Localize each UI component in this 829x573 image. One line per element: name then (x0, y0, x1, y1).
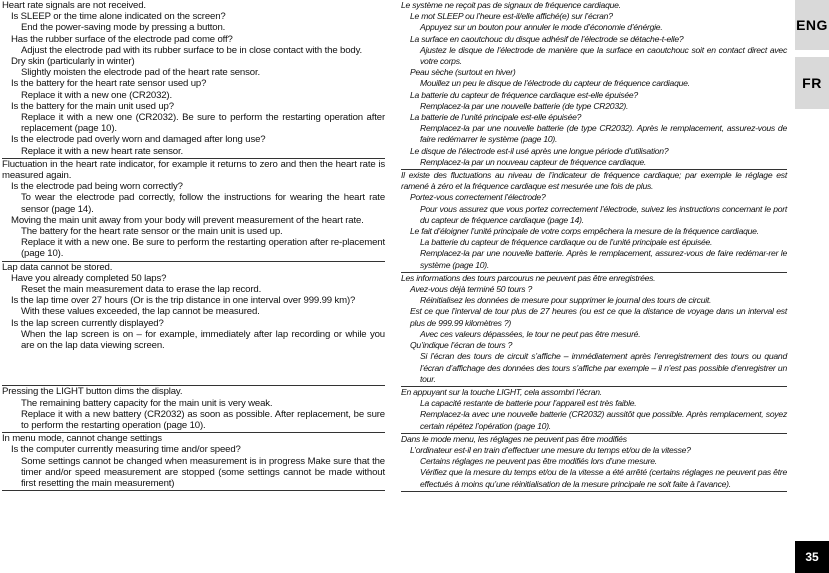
remedy-text: Vérifiez que la mesure du temps et/ou de la vitesse a été arrêté (certains réglages ne peuvent pas être effectués à moins qu’une réinitialisation de la mesure principale ne soit faite à l’avance). (420, 467, 787, 489)
check-question: Moving the main unit away from your body will prevent measurement of the heart rate. (11, 214, 364, 226)
problem-heading: Heart rate signals are not received. (2, 0, 146, 11)
page-number: 35 (795, 541, 829, 573)
check-question: Is the lap time over 27 hours (Or is the trip distance in one interval over 999.99 km)? (11, 295, 356, 307)
check-question: Portez-vous correctement l’électrode? (410, 192, 546, 203)
remedy-text: Avec ces valeurs dépassées, le tour ne peut pas être mesuré. (420, 328, 641, 339)
problem-heading: En appuyant sur la touche LIGHT, cela assombri l’écran. (401, 386, 602, 397)
remedy-text: Replace it with a new one (CR2032). (21, 89, 172, 101)
remedy-text: Replace it with a new battery (CR2032) as soon as possible. After replacement, be sure to perform the restarting operation (page 10). (21, 408, 385, 431)
check-question: Le fait d’éloigner l’unité principale de votre corps empêchera la mesure de la fréquence cardiaque. (410, 226, 759, 237)
check-question: Is the electrode pad overly worn and damaged after long use? (11, 134, 266, 146)
remedy-text: When the lap screen is on – for example, immediately after lap recording or while you are on the lap data viewing screen. (21, 328, 385, 352)
problem-heading: In menu mode, cannot change settings (2, 433, 162, 445)
remedy-text: Remplacez-la par une nouvelle batterie (de type CR2032). (420, 100, 629, 111)
language-tab-fr[interactable]: FR (795, 57, 829, 109)
check-question: Dry skin (particularly in winter) (11, 56, 135, 68)
remedy-text: Appuyez sur un bouton pour annuler le mode d’économie d’énérgie. (420, 22, 663, 33)
remedy-text: Reset the main measurement data to erase the lap record. (21, 284, 262, 296)
troubleshooting-section (401, 273, 787, 387)
problem-heading: Fluctuation in the heart rate indicator, for example it returns to zero and then the heart rate is measured again. (2, 158, 385, 182)
check-question: La surface en caoutchouc du disque adhésif de l’électrode se détache-t-elle? (410, 33, 684, 44)
remedy-text: Remplacez-la par une nouvelle batterie. Après le remplacement, assurez-vous de faire redémar-rer le système (page 10). (420, 248, 787, 270)
remedy-text: La capacité restante de batterie pour l’appareil est très faible. (420, 398, 637, 409)
check-question: Has the rubber surface of the electrode pad come off? (11, 33, 233, 45)
remedy-text: Slightly moisten the electrode pad of the heart rate sensor. (21, 67, 260, 79)
remedy-text: With these values exceeded, the lap cannot be measured. (21, 306, 260, 318)
remedy-text: Adjust the electrode pad with its rubber surface to be in close contact with the body. (21, 44, 363, 56)
remedy-text: Si l’écran des tours de circuit s’affiche – immédiatement après l’enregistrement des tours ou quand l’écran d’affichage des données des tours s’affiche par exemple – il n’est pas possible d’enregistrer un tour. (420, 351, 787, 384)
remedy-text: Réinitialisez les données de mesure pour supprimer le journal des tours de circuit. (420, 295, 712, 306)
english-column (2, 0, 385, 491)
remedy-text: End the power-saving mode by pressing a button. (21, 22, 226, 34)
remedy-text: Ajustez le disque de l’électrode de manière que la surface en caoutchouc soit en contact direct avec votre corps. (420, 44, 787, 67)
problem-heading: Les informations des tours parcourus ne peuvent pas être enregistrées. (401, 272, 656, 283)
check-question: Have you already completed 50 laps? (11, 272, 167, 284)
check-question: La batterie de l’unité principale est-elle épuisée? (410, 112, 582, 123)
check-question: Qu’indique l’écran de tours ? (410, 340, 513, 351)
troubleshooting-section (2, 159, 385, 262)
remedy-text: La batterie du capteur de fréquence cardiaque ou de l’unité principale est épuisée. (420, 237, 713, 248)
troubleshooting-section (401, 434, 787, 492)
remedy-text: Remplacez-la par une nouvelle batterie (de type CR2032). Après le remplacement, assurez-vous de faire redémarrer le système (page 10). (420, 123, 787, 145)
remedy-text: Certains réglages ne peuvent pas être modifiés lors d’une mesure. (420, 456, 657, 467)
problem-heading: Lap data cannot be stored. (2, 261, 113, 273)
check-question: Le disque de l’électrode est-il usé après une longue période d’utilisation? (410, 145, 669, 156)
troubleshooting-section (2, 262, 385, 387)
check-question: Peau sèche (surtout en hiver) (410, 67, 516, 78)
problem-heading: Dans le mode menu, les réglages ne peuvent pas être modifiés (401, 433, 627, 444)
check-question: Is the computer currently measuring time and/or speed? (11, 444, 241, 456)
problem-heading: Pressing the LIGHT button dims the display. (2, 386, 183, 398)
remedy-text: Remplacez-la avec une nouvelle batterie (CR2032) aussitôt que possible. Après remplacement, soyez certain répétez l’opération (page 10). (420, 409, 787, 431)
remedy-text: Replace it with a new heart rate sensor. (21, 145, 183, 157)
remedy-text: The remaining battery capacity for the main unit is very weak. (21, 397, 273, 409)
check-question: Is the electrode pad being worn correctly? (11, 181, 183, 193)
language-tab-eng[interactable]: ENG (795, 0, 829, 50)
remedy-text: The battery for the heart rate sensor or the main unit is used up. (21, 226, 283, 238)
problem-heading: Il existe des fluctuations au niveau de l’indicateur de fréquence cardiaque; par exemple le réglage est ramené à zéro et la fréquence cardiaque est mesurée une fois de plus. (401, 170, 787, 192)
check-question: Le mot SLEEP ou l’heure est-il/elle affiché(e) sur l’écran? (410, 11, 613, 22)
remedy-text: To wear the electrode pad correctly, follow the instructions for wearing the heart rate sensor (page 14). (21, 192, 385, 215)
troubleshooting-section (2, 386, 385, 433)
problem-heading: Le système ne reçoit pas de signaux de fréquence cardiaque. (401, 0, 621, 10)
remedy-text: Replace it with a new one (CR2032). Be sure to perform the restarting operation after replacement (page 10). (21, 112, 385, 135)
check-question: Is SLEEP or the time alone indicated on the screen? (11, 11, 226, 23)
spacer (2, 351, 385, 384)
check-question: L’ordinateur est-il en train d’effectuer une mesure du temps et/ou de la vitesse? (410, 444, 691, 455)
check-question: Est ce que l’interval de tour plus de 27 heures (ou est ce que la distance de voyage dans un interval est plus de 999.99 kilomètres ?) (410, 306, 787, 328)
troubleshooting-section (2, 0, 385, 159)
check-question: Avez-vous déjà terminé 50 tours ? (410, 284, 532, 295)
remedy-text: Remplacez-la par un nouveau capteur de fréquence cardiaque. (420, 156, 647, 167)
check-question: Is the battery for the main unit used up? (11, 100, 174, 112)
remedy-text: Mouillez un peu le disque de l’électrode du capteur de fréquence cardiaque. (420, 78, 690, 89)
troubleshooting-section (2, 433, 385, 491)
check-question: Is the battery for the heart rate sensor used up? (11, 78, 207, 90)
remedy-text: Replace it with a new one. Be sure to perform the restarting operation after re-placement (page 10). (21, 237, 385, 260)
remedy-text: Pour vous assurez que vous portez correctement l’électrode, suivez les instructions concernant le port du capteur de fréquence cardiaque (page 14). (420, 203, 787, 225)
troubleshooting-section (401, 170, 787, 273)
french-column (401, 0, 787, 492)
check-question: La batterie du capteur de fréquence cardiaque est-elle épuisée? (410, 89, 638, 100)
troubleshooting-section (401, 387, 787, 434)
troubleshooting-section (401, 0, 787, 170)
check-question: Is the lap screen currently displayed? (11, 317, 164, 329)
remedy-text: Some settings cannot be changed when measurement is in progress Make sure that the timer and/or speed measurement are stopped (some settings cannot be made without first resetting the main measurement) (21, 455, 385, 489)
